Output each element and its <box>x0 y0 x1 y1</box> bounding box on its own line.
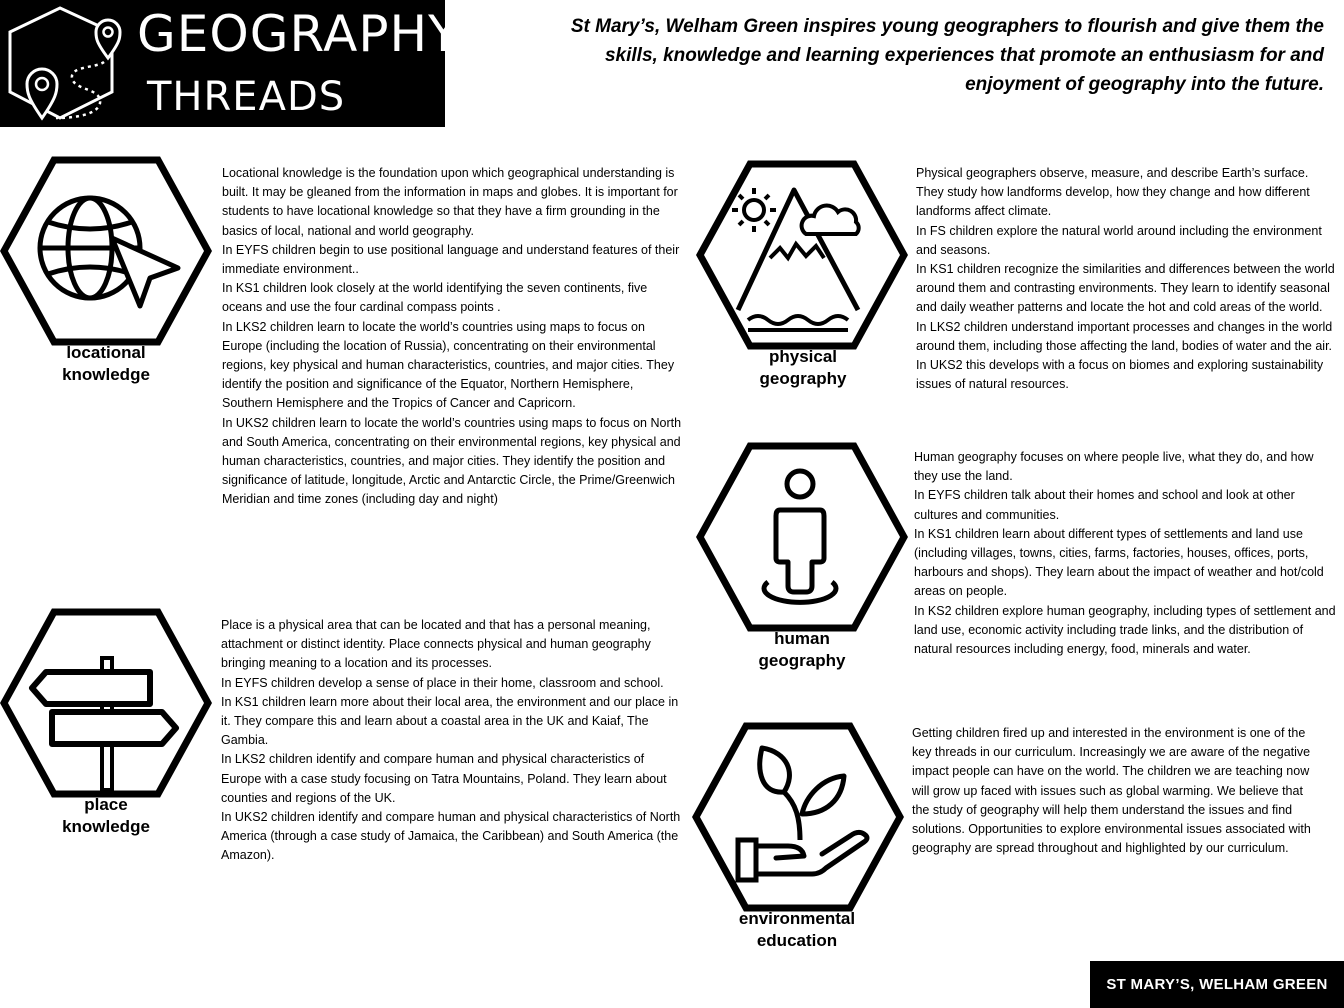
topic-title-human: human geography <box>758 629 846 670</box>
globe-cursor-icon <box>0 156 212 346</box>
mountain-sun-cloud-icon <box>696 160 908 350</box>
signpost-icon <box>0 608 212 798</box>
mission-statement: St Mary’s, Welham Green inspires young geographers to flourish and give them the skills, knowledge and learning experiences that promote an enthusiasm for and enjoyment of geography into the future. <box>570 16 1324 95</box>
hand-plant-icon <box>692 722 904 912</box>
topic-title-environmental: environmental education <box>738 909 856 950</box>
brand-subtitle: THREADS <box>147 74 346 120</box>
topic-title-physical: physical geography <box>759 347 847 388</box>
brand-title: GEOGRAPHY <box>137 5 460 63</box>
topic-title-place: place knowledge <box>62 795 150 836</box>
human-description: Human geography focuses on where people live, what they do, and how they use the land. In EYFS children talk about their homes and school and look at other cultures and communities. In KS1 children learn about different types of settlements and land use (including villages, towns, cities, farms, factories, houses, offices, ports, harbours and shops). They learn about the impact of weather and hot/cold areas on people. In KS2 children explore human geography, including types of settlement and land use, economic activity including trade links, and the distribution of natural resources including energy, food, minerals and water. <box>914 450 1336 657</box>
person-location-icon <box>696 442 908 632</box>
place-description: Place is a physical area that can be located and that has a personal meaning, attachment or distinct identity. Place connects physical and human geography bringing meaning to a location and its processes. In EYFS children develop a sense of place in their home, classroom and school. In KS1 children learn more about their local area, the environment and our place in it. They compare this and learn about a coastal area in the UK and Kaiaf, The Gambia. In LKS2 children identify and compare human and physical characteristics of Europe with a case study focusing on Tatra Mountains, Poland. They learn about counties and regions of the UK. In UKS2 children identify and compare human and physical characteristics of North America (through a case study of Jamaica, the Caribbean) and South America (the Amazon). <box>221 618 681 863</box>
school-name-footer: ST MARY’S, WELHAM GREEN <box>1090 961 1344 1008</box>
header-banner <box>0 0 460 127</box>
locational-description: Locational knowledge is the foundation upon which geographical understanding is built. It may be gleaned from the information in maps and globes. It is important for students to have locational knowledge so that they have a firm grounding in the basics of local, national and world geography. In EYFS children begin to use positional language and understand features of their immediate environment.. In KS1 children look closely at the world identifying the seven continents, five oceans and use the four cardinal compass points . In LKS2 children learn to locate the world’s countries using maps to focus on Europe (including the location of Russia), concentrating on their environmental regions, key physical and human characteristics, countries, and major cities. They identify the position and significance of the Equator, Northern Hemisphere, Southern Hemisphere and the Tropics of Cancer and Capricorn. In UKS2 children learn to locate the world’s countries using maps to focus on North and South America, concentrating on their environmental regions, key physical and human characteristics, countries, and major cities. They identify the position and significance of latitude, longitude, Arctic and Antarctic Circle, the Prime/Greenwich Meridian and time zones (including day and night) <box>222 166 682 507</box>
topic-title-locational: locational knowledge <box>62 343 150 384</box>
environmental-description: Getting children fired up and interested in the environment is one of the key threads in our curriculum. Increasingly we are aware of the negative impact people can have on the world. The children we are teaching now will grow up faced with issues such as global warming. We believe that the study of geography will help them understand the issues and find solutions. Opportunities to explore environmental issues associated with geography are spread throughout and highlighted by our curriculum. <box>912 726 1311 856</box>
physical-description: Physical geographers observe, measure, and describe Earth’s surface. They study how landforms develop, how they change and how different landforms affect climate. In FS children explore the natural world around including the environment and seasons. In KS1 children recognize the similarities and differences between the world around them and contrasting environments. They learn to identify seasonal and daily weather patterns and locate the hot and cold areas of the world. In LKS2 children understand important processes and changes in the world around them, including those affecting the land, bodies of water and the air. In UKS2 this develops with a focus on biomes and exploring sustainability issues of natural resources. <box>916 166 1335 392</box>
